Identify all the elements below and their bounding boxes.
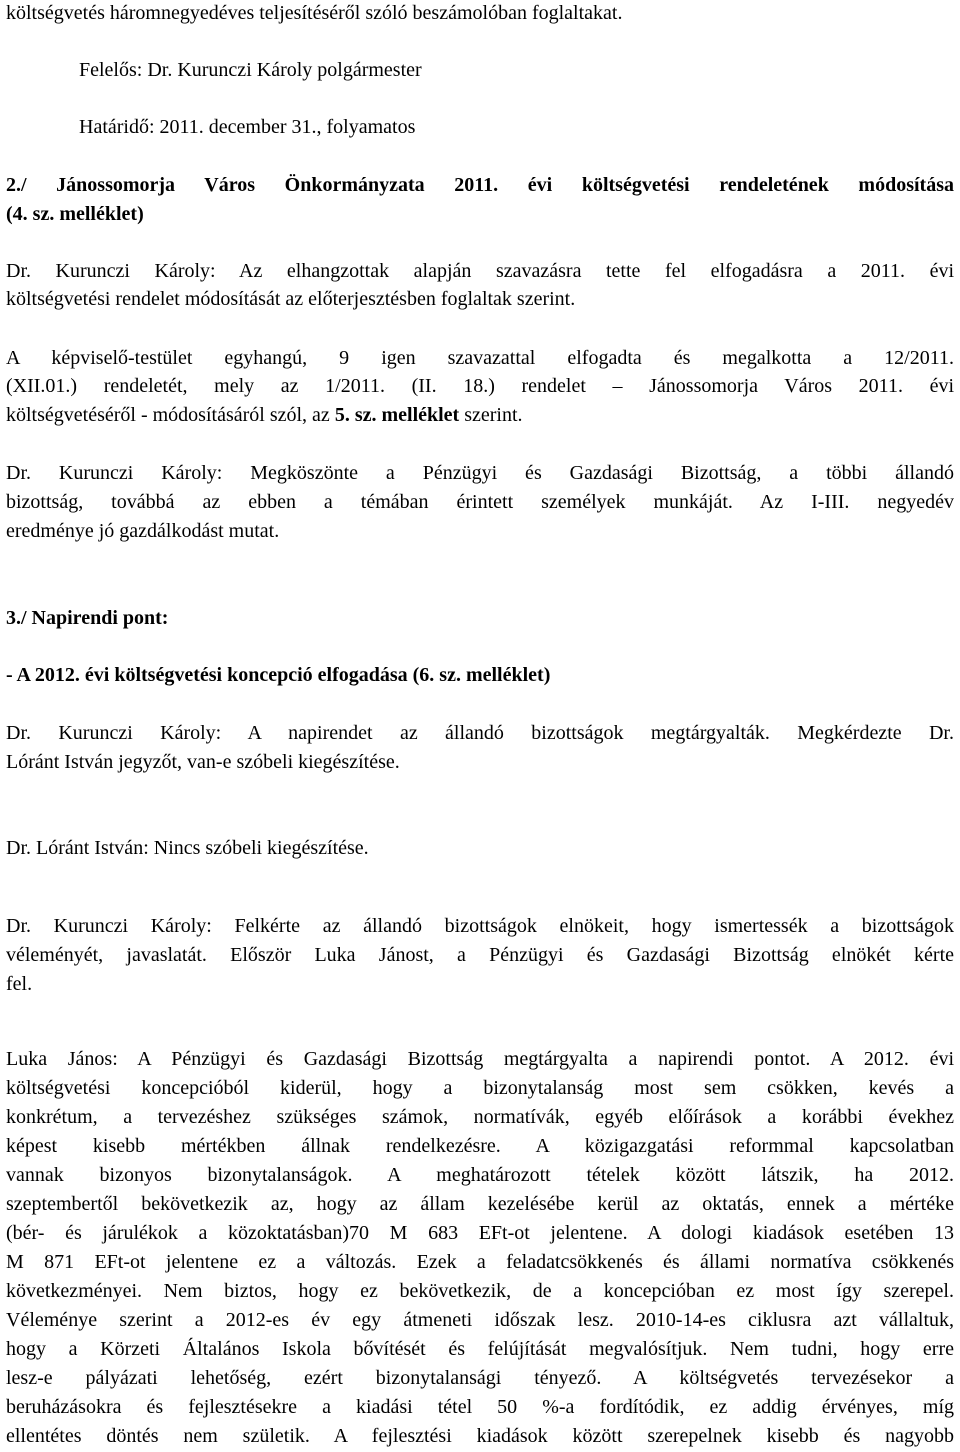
paragraph-line: költségvetési rendelet módosítását az előterjesztésben foglaltak szerint. bbox=[6, 288, 576, 310]
resolution-line: A képviselő-testület egyhangú, 9 igen szavazattal elfogadta és megalkotta a 12/2011. bbox=[6, 347, 954, 369]
paragraph-line: vannak bizonyos bizonytalanságok. A meghatározott tételek között látszik, ha 2012. bbox=[6, 1164, 954, 1186]
paragraph-line: képest kisebb mértékben állnak rendelkezésre. A közigazgatási reformmal kapcsolatban bbox=[6, 1135, 954, 1157]
paragraph-line: következményei. Nem biztos, hogy ez bekövetkezik, de a koncepcióban ez most így szerepel. bbox=[6, 1280, 954, 1302]
paragraph-line: Dr. Kurunczi Károly: Az elhangzottak alapján szavazásra tette fel elfogadásra a 2011. évi bbox=[6, 260, 954, 282]
paragraph-line: Dr. Kurunczi Károly: Felkérte az állandó bizottságok elnökeit, hogy ismertessék a bizottságok bbox=[6, 915, 954, 937]
paragraph-line: ellentétes döntés nem születik. A fejlesztési kiadások között szerepelnek kisebb és nagyobb bbox=[6, 1425, 954, 1447]
paragraph-line: véleményét, javaslatát. Először Luka Jánost, a Pénzügyi és Gazdasági Bizottság elnökét kérte bbox=[6, 944, 954, 966]
resolution-line: (XII.01.) rendeletét, mely az 1/2011. (II. 18.) rendelet – Jánossomorja Város 2011. évi bbox=[6, 375, 954, 397]
paragraph-line: Véleménye szerint a 2012-es év egy átmeneti időszak lesz. 2010-14-es ciklusra azt vállaltuk, bbox=[6, 1309, 954, 1331]
paragraph-line: költségvetési koncepcióból kiderül, hogy a bizonytalanság most sem csökken, kevés a bbox=[6, 1077, 954, 1099]
paragraph-line: eredménye jó gazdálkodást mutat. bbox=[6, 520, 280, 542]
resolution-text: költségvetéséről - módosításáról szól, az bbox=[6, 404, 335, 426]
paragraph-line: bizottság, továbbá az ebben a témában érintett személyek munkáját. Az I-III. negyedév bbox=[6, 491, 954, 513]
resolution-text: szerint. bbox=[459, 404, 523, 426]
paragraph-line: fel. bbox=[6, 973, 33, 995]
deadline-line: Határidő: 2011. december 31., folyamatos bbox=[79, 116, 416, 138]
paragraph-line: Luka János: A Pénzügyi és Gazdasági Bizottság megtárgyalta a napirendi pontot. A 2012. évi bbox=[6, 1048, 954, 1070]
paragraph-line: konkrétum, a tervezéshez szükséges számok, normatívák, egyéb előírások a korábbi évekhez bbox=[6, 1106, 954, 1128]
agenda-item-3-title: - A 2012. évi költségvetési koncepció elfogadása (6. sz. melléklet) bbox=[6, 664, 551, 686]
paragraph-line: Dr. Lóránt István: Nincs szóbeli kiegészítése. bbox=[6, 837, 369, 859]
paragraph-line: (bér- és járulékok a közoktatásban)70 M 683 EFt-ot jelentene. A dologi kiadások esetében 13 bbox=[6, 1222, 954, 1244]
paragraph-line: lesz-e pályázati lehetőség, ezért bizonytalansági tényező. A költségvetés tervezésekor a bbox=[6, 1367, 954, 1389]
agenda-item-3-heading: 3./ Napirendi pont: bbox=[6, 607, 169, 629]
paragraph-line: beruházásokra és fejlesztésekre a kiadási tétel 50 %-a fordítódik, ez addig érvényes, míg bbox=[6, 1396, 954, 1418]
paragraph-line: Dr. Kurunczi Károly: Megköszönte a Pénzügyi és Gazdasági Bizottság, a többi állandó bbox=[6, 462, 954, 484]
responsible-line: Felelős: Dr. Kurunczi Károly polgármester bbox=[79, 59, 422, 81]
paragraph-line: M 871 EFt-ot jelentene ez a változás. Ezek a feladatcsökkenés és állami normatíva csökkenés bbox=[6, 1251, 954, 1273]
attachment-ref: 5. sz. melléklet bbox=[334, 404, 460, 426]
text-line: költségvetés háromnegyedéves teljesítéséről szóló beszámolóban foglaltakat. bbox=[6, 2, 623, 24]
agenda-item-2-attachment: (4. sz. melléklet) bbox=[6, 203, 144, 225]
agenda-item-2-heading: 2./ Jánossomorja Város Önkormányzata 2011. évi költségvetési rendeletének módosítása bbox=[6, 174, 954, 196]
paragraph-line: hogy a Körzeti Általános Iskola bővítését és felújítását megvalósítjuk. Nem tudni, hogy erre bbox=[6, 1338, 954, 1360]
resolution-line bbox=[6, 402, 523, 428]
paragraph-line: Lóránt István jegyzőt, van-e szóbeli kiegészítése. bbox=[6, 751, 400, 773]
paragraph-line: Dr. Kurunczi Károly: A napirendet az állandó bizottságok megtárgyalták. Megkérdezte Dr. bbox=[6, 722, 954, 744]
paragraph-line: szeptembertől bekövetkezik az, hogy az állam kezelésébe kerül az oktatás, ennek a mértéke bbox=[6, 1193, 954, 1215]
